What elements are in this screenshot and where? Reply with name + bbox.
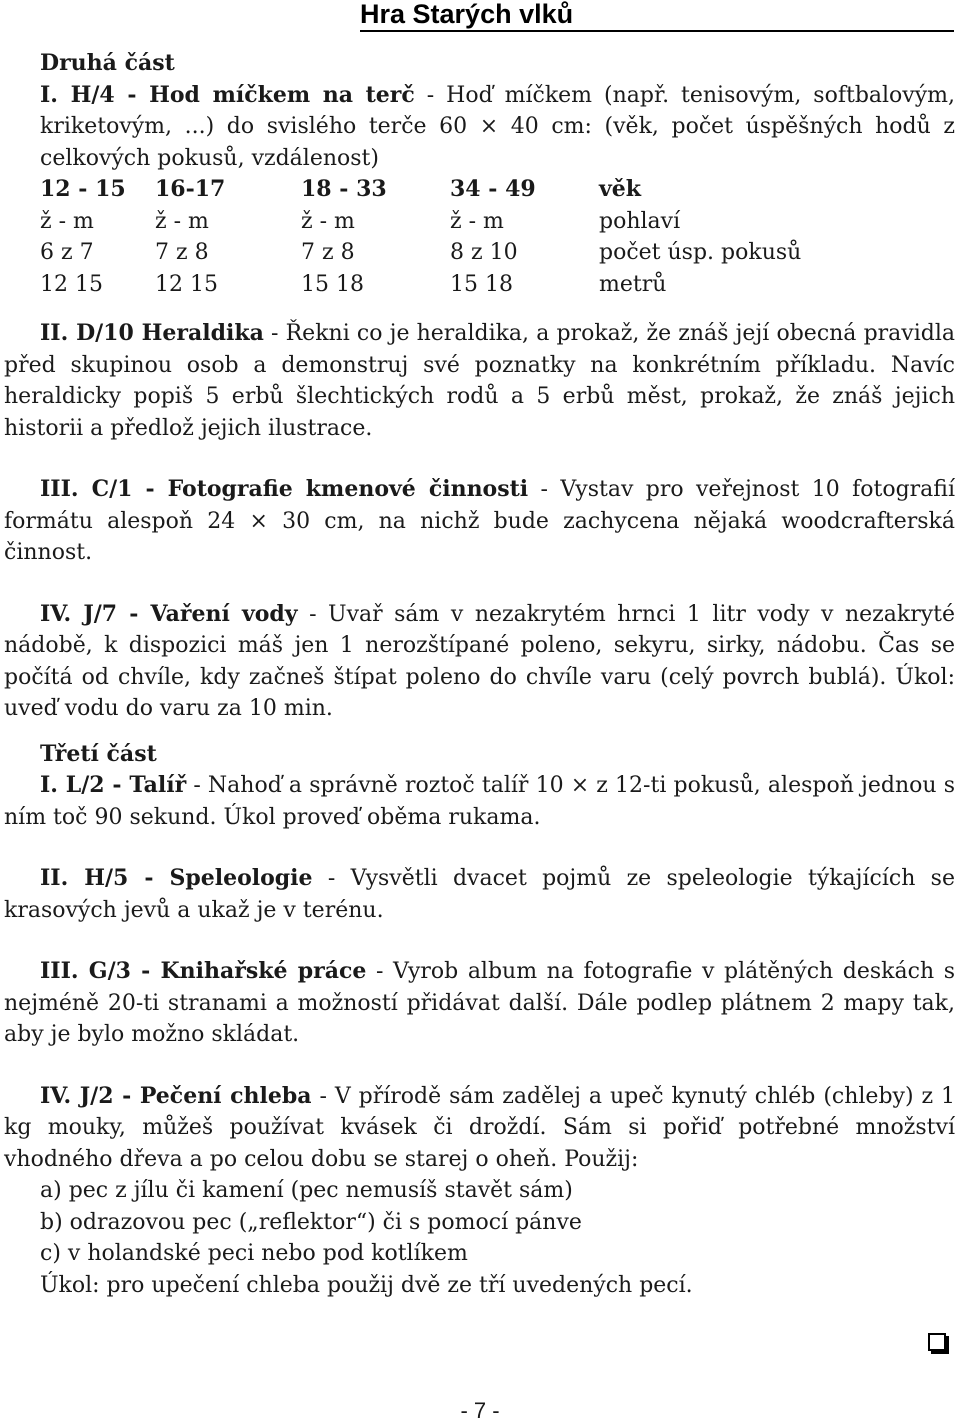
- table-cell: počet úsp. pokusů: [599, 240, 802, 265]
- list-item: c) v holandské peci nebo pod kotlíkem: [40, 1241, 468, 1266]
- part2-item-1-text: - Hoď míčkem (např. tenisovým, softbalovým, kriketovým, ...) do svislého terče 60 × 40 cm: (věk, počet úspěšných hodů z celkových pokusů, vzdálenost): [40, 82, 956, 171]
- table-cell: věk: [599, 176, 642, 202]
- page-header: [360, 0, 954, 32]
- oven-options-list: [4, 1175, 955, 1301]
- table-cell: metrů: [599, 271, 667, 297]
- table-cell: 8 z 10: [450, 240, 518, 265]
- part2-item-3-text: - Vystav pro veřejnost 10 fotografií formátu alespoň 24 × 30 cm, na nichž bude zachycena nějaká woodcrafterská činnost.: [4, 477, 955, 565]
- table-row: [40, 269, 955, 301]
- table-cell: 12 15: [155, 271, 218, 297]
- table-cell: 16-17: [155, 176, 226, 202]
- throw-requirements-table: [40, 174, 955, 300]
- part3-item-3: [4, 956, 955, 1051]
- table-cell: 18 - 33: [301, 176, 387, 202]
- table-cell: 34 - 49: [450, 176, 536, 202]
- table-cell: ž - m: [301, 208, 355, 234]
- part3-item-4: [4, 1081, 955, 1176]
- part2-item-3-label: III. C/1 - Fotografie kmenové činnosti: [40, 476, 529, 502]
- table-row: [40, 206, 955, 238]
- document-body: [4, 48, 955, 1301]
- table-cell: 7 z 8: [301, 240, 355, 265]
- table-cell: pohlaví: [599, 208, 681, 234]
- part3-heading: Třetí část: [40, 740, 157, 767]
- part2-item-2: [4, 318, 955, 444]
- table-cell: 7 z 8: [155, 240, 209, 265]
- part3-item-3-label: III. G/3 - Knihařské práce: [40, 958, 367, 984]
- table-cell: 15 18: [450, 271, 513, 297]
- part3-item-4-text: - V přírodě sám zadělej a upeč kynutý chléb (chleby) z 1 kg mouky, můžeš používat kvásek či droždí. Sám si pořiď potřebné množství vhodného dřeva a po celou dobu se starej o oheň. Použij:: [4, 1083, 955, 1172]
- part2-item-4-label: IV. J/7 - Vaření vody: [40, 600, 298, 627]
- list-item: b) odrazovou pec („reflektor“) či s pomocí pánve: [40, 1209, 582, 1235]
- checkbox[interactable]: [928, 1333, 946, 1351]
- part2-item-3: [4, 474, 955, 569]
- part2-item-1: [4, 80, 955, 175]
- table-cell: 12 15: [40, 271, 103, 297]
- spacer: [4, 300, 955, 318]
- table-cell: 6 z 7: [40, 240, 94, 265]
- table-cell: ž - m: [450, 208, 504, 234]
- task-note: Úkol: pro upečení chleba použij dvě ze tří uvedených pecí.: [40, 1272, 693, 1298]
- part3-item-1-label: I. L/2 - Talíř: [40, 772, 187, 798]
- list-item: a) pec z jílu či kamení (pec nemusíš stavět sám): [40, 1178, 573, 1203]
- header-title: Hra Starých vlků: [360, 0, 574, 29]
- part2-item-4-text: - Uvař sám v nezakrytém hrnci 1 litr vody v nezakryté nádobě, k dispozici máš jen 1 nerozštípané poleno, sekyru, sirky, nádobu. Čas se počítá od chvíle, kdy začneš štípat poleno do chvíle varu (celý povrch bublá). Úkol: uveď vodu do varu za 10 min.: [4, 601, 955, 721]
- table-cell: 15 18: [301, 271, 364, 297]
- part3-item-4-label: IV. J/2 - Pečení chleba: [40, 1082, 312, 1109]
- part3-item-2-text: - Vysvětli dvacet pojmů ze speleologie týkajících se krasových jevů a ukaž je v terénu.: [4, 866, 955, 923]
- part3-item-2: [4, 863, 955, 926]
- part2-item-2-label: II. D/10 Heraldika: [40, 320, 264, 346]
- table-cell: ž - m: [155, 208, 209, 234]
- part3-item-2-label: II. H/5 - Speleologie: [40, 865, 313, 891]
- part2-item-2-text: - Řekni co je heraldika, a prokaž, že znáš její obecná pravidla před skupinou osob a demonstruj své poznatky na konkrétním příkladu. Navíc heraldicky popiš 5 erbů šlechtických rodů a 5 erbů měst, prokaž, že znáš jejich historii a předlož jejich ilustrace.: [4, 321, 956, 441]
- table-cell: ž - m: [40, 208, 94, 234]
- part2-heading: Druhá část: [40, 50, 175, 76]
- part2-item-1-label: I. H/4 - Hod míčkem na terč: [40, 81, 415, 108]
- table-row: [40, 174, 955, 206]
- part3-item-1: [4, 770, 955, 833]
- part3-item-1-text: - Nahoď a správně roztoč talíř 10 × z 12-ti pokusů, alespoň jednou s ním toč 90 sekund. Úkol proveď oběma rukama.: [4, 773, 955, 830]
- table-row: [40, 237, 955, 269]
- page-number: - 7 -: [460, 1398, 500, 1423]
- table-cell: 12 - 15: [40, 176, 126, 202]
- part3-item-3-text: - Vyrob album na fotografie v plátěných deskách s nejméně 20-ti stranami a možností přidávat další. Dále podlep plátnem 2 mapy tak, aby je bylo možno skládat.: [4, 959, 955, 1047]
- part2-item-4: [4, 599, 955, 725]
